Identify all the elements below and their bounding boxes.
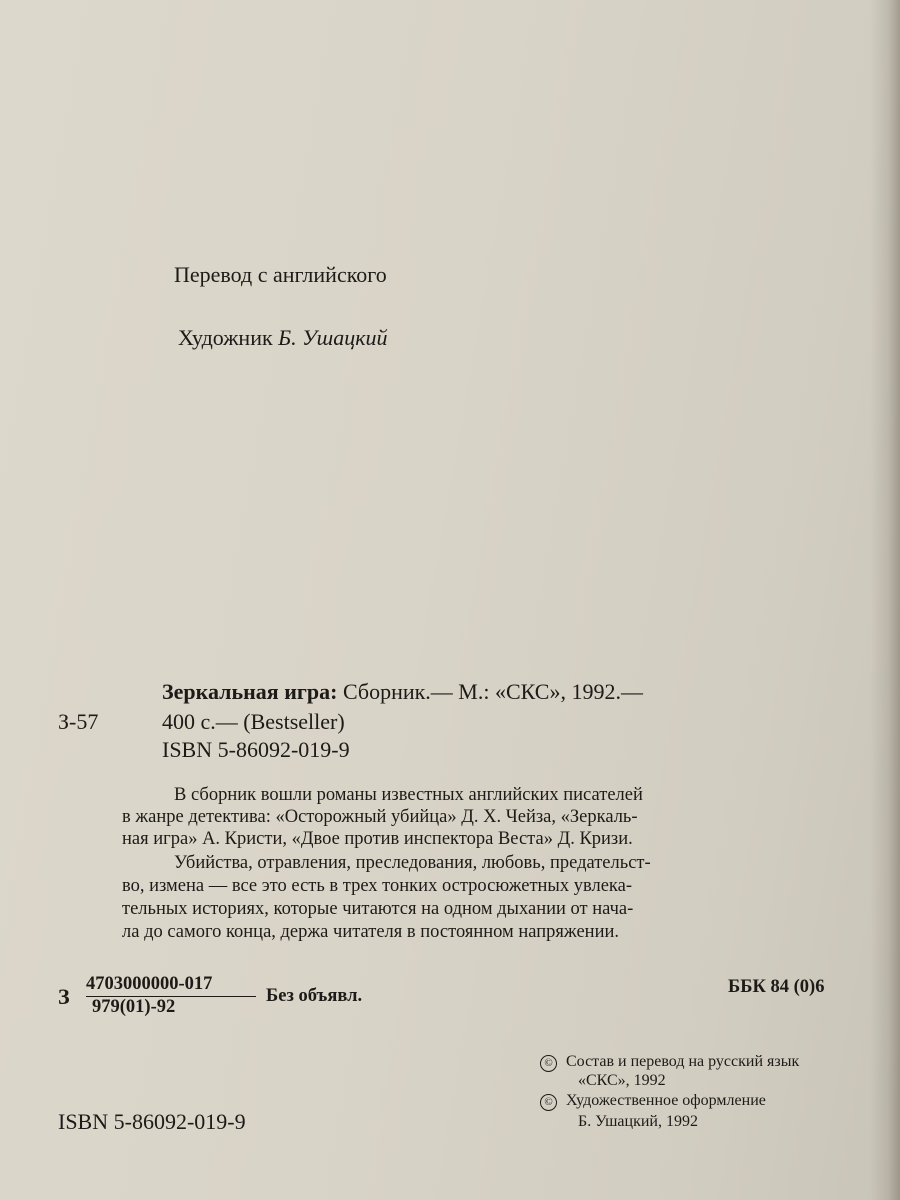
annotation-line-3: ная игра» А. Кристи, «Двое против инспектора Веста» Д. Кризи. [122,829,633,849]
catalog-pages-series: 400 с.— (Bestseller) [162,709,345,734]
publisher-code-fraction [86,974,256,1018]
copyright-2-line-2: Б. Ушацкий, 1992 [578,1113,698,1130]
book-title: Зеркальная игра: [162,679,338,704]
annotation-line-5: во, измена — все это есть в трех тонких остросюжетных увлека- [122,876,633,896]
artist-name: Б. Ушацкий [278,325,388,350]
translation-note: Перевод с английского [174,262,387,287]
copyright-icon: © [540,1055,557,1072]
annotation-line-6: тельных историях, которые читаются на одном дыхании от нача- [122,899,634,919]
annotation-line-1: В сборник вошли романы известных английских писателей [174,785,643,805]
artist-credit [178,326,388,350]
annotation-line-4: Убийства, отравления, преследования, любовь, предательст- [174,853,651,873]
copyright-icon: © [540,1094,557,1111]
publisher-code-numerator: 4703000000-017 [86,974,256,997]
copyright-1-line-2: «СКС», 1992 [578,1072,666,1089]
annotation-line-2: в жанре детектива: «Осторожный убийца» Д. Х. Чейза, «Зеркаль- [122,807,638,827]
catalog-isbn: ISBN 5-86092-019-9 [162,737,350,762]
copyright-2-line-1: Художественное оформление [566,1092,766,1109]
catalog-title-line [162,680,643,704]
code-prefix: З [58,984,70,1009]
publisher-code-denominator: 979(01)-92 [92,997,176,1017]
catalog-title-rest: Сборник.— М.: «СКС», 1992.— [337,679,643,704]
footer-isbn: ISBN 5-86092-019-9 [58,1109,246,1134]
annotation-line-7: ла до самого конца, держа читателя в постоянном напряжении. [122,922,619,942]
no-ad-note: Без объявл. [266,986,363,1006]
catalog-class-code: З-57 [58,709,99,734]
artist-label: Художник [178,325,273,350]
spine-shadow [870,0,900,1200]
bbk-code: ББК 84 (0)6 [728,977,825,997]
copyright-1-line-1: Состав и перевод на русский язык [566,1053,800,1070]
